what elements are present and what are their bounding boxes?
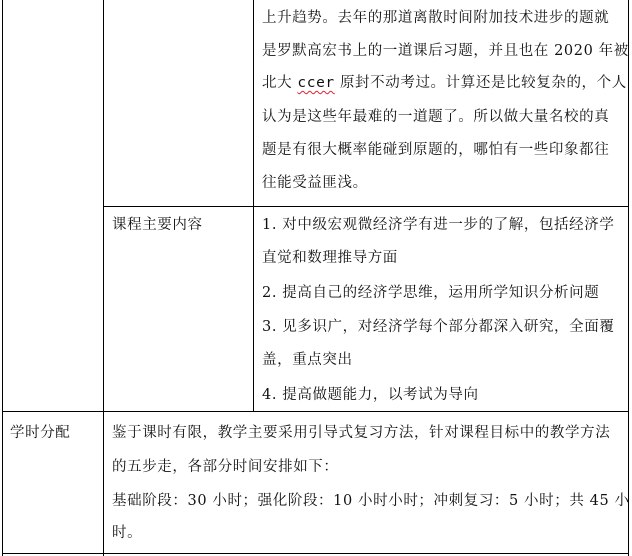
- allocation-line-2: 的五步走，各部分时间安排如下：: [112, 459, 339, 475]
- content-item-3-cont: 盖，重点突出: [262, 352, 353, 368]
- allocation-line-4: 时。: [112, 525, 143, 541]
- content-item-2: 2. 提高自己的经济学思维，运用所学知识分析问题: [262, 285, 600, 301]
- paragraph-line-1: 上升趋势。去年的那道离散时间附加技术进步的题就: [262, 10, 610, 26]
- content-item-1: 1. 对中级宏观微经济学有进一步的了解，包括经济学: [262, 217, 615, 233]
- course-content-label: 课程主要内容: [112, 217, 203, 233]
- table-left-border: [2, 0, 3, 556]
- table-right-border: [628, 0, 629, 556]
- column-divider-1: [103, 0, 104, 556]
- row-divider-3: [2, 553, 628, 554]
- row-divider-2: [2, 411, 628, 412]
- paragraph-line-3: [262, 70, 627, 96]
- paragraph-line-3-end: 原封不动考过。计算还是比较复杂的，个人: [334, 75, 627, 91]
- allocation-line-1: 鉴于课时有限，教学主要采用引导式复习方法，针对课程目标中的教学方法: [112, 425, 611, 441]
- ccer-term: ccer: [297, 75, 335, 91]
- paragraph-line-4: 认为是这些年最难的一道题了。所以做大量名校的真: [262, 109, 610, 125]
- paragraph-line-3-start: 北大: [262, 75, 298, 91]
- content-item-3: 3. 见多识广，对经济学每个部分都深入研究，全面覆: [262, 319, 615, 335]
- paragraph-line-5: 题是有很大概率能碰到原题的，哪怕有一些印象都往: [262, 142, 610, 158]
- row-divider-1: [103, 206, 628, 207]
- content-item-1-cont: 直觉和数理推导方面: [262, 250, 398, 266]
- paragraph-line-2: 是罗默高宏书上的一道课后习题，并且也在 2020 年被: [262, 43, 629, 59]
- allocation-line-3: 基础阶段：30 小时；强化阶段：10 小时小时；冲刺复习：5 小时；共 45 小: [112, 493, 630, 509]
- time-allocation-label: 学时分配: [10, 425, 71, 441]
- paragraph-line-6: 往能受益匪浅。: [262, 175, 368, 191]
- content-item-4: 4. 提高做题能力，以考试为导向: [262, 387, 479, 403]
